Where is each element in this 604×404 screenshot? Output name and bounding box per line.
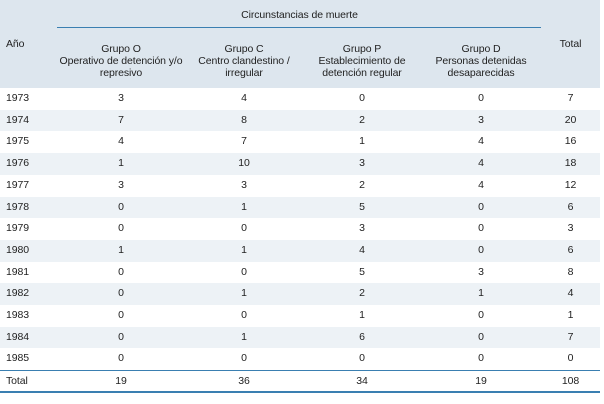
grupo-d-cell: 3 [478, 265, 484, 278]
grupo-p-cell: 0 [359, 352, 365, 365]
grupo-p-cell: 1 [359, 309, 365, 322]
table-body [0, 88, 600, 392]
col-header-grupo-o [57, 33, 185, 88]
grupo-p-cell: 2 [303, 283, 421, 305]
grupo-c-cell: 0 [241, 265, 247, 278]
year-cell: 1985 [6, 352, 29, 365]
grupo-o-cell: 0 [118, 309, 124, 322]
table-row [0, 88, 600, 110]
year-cell: 1984 [0, 327, 57, 349]
grupo-c-cell: 1 [185, 197, 303, 219]
grupo-o-cell: 1 [57, 240, 185, 262]
grupo-c-cell: 0 [241, 309, 247, 322]
row-total-cell: 18 [541, 153, 600, 175]
year-cell: 1976 [0, 153, 57, 175]
col-group-header [57, 0, 541, 33]
grupo-d-name: Grupo D [461, 42, 501, 55]
grupo-d-cell: 0 [478, 222, 484, 235]
year-cell: 1975 [6, 135, 29, 148]
year-cell: 1978 [0, 197, 57, 219]
grupo-p-cell: 3 [303, 153, 421, 175]
grupo-d-cell: 3 [421, 110, 541, 132]
grupo-p-cell: 2 [359, 178, 365, 191]
grupo-c-cell: 7 [241, 135, 247, 148]
grupo-d-desc-1: Personas detenidas [435, 54, 527, 67]
row-total-cell: 7 [567, 92, 574, 104]
grupo-o-cell: 0 [118, 352, 124, 365]
grupo-o-cell: 4 [118, 135, 124, 148]
table-row [0, 262, 600, 284]
row-total-cell: 7 [541, 327, 600, 349]
col-header-grupo-d [421, 33, 541, 88]
grupo-p-cell: 1 [359, 135, 365, 148]
grupo-c-cell: 1 [185, 327, 303, 349]
total-grupo-o: 19 [57, 371, 185, 393]
row-total-cell: 16 [564, 135, 577, 148]
col-header-total: Total [541, 0, 600, 88]
row-total-cell: 0 [567, 352, 574, 365]
grupo-p-cell: 5 [359, 265, 365, 278]
grupo-c-desc-1: Centro clandestino / [198, 54, 290, 67]
grupo-c-desc-2: irregular [225, 66, 263, 79]
grupo-d-cell: 0 [421, 197, 541, 219]
table-header [0, 0, 600, 88]
row-total-cell: 8 [567, 265, 574, 278]
grupo-p-cell: 5 [303, 197, 421, 219]
grupo-c-cell: 4 [241, 92, 247, 104]
year-cell: 1982 [0, 283, 57, 305]
year-cell: 1980 [0, 240, 57, 262]
grupo-c-name: Grupo C [224, 42, 264, 55]
table-row [0, 305, 600, 327]
table-row [0, 240, 600, 262]
total-grupo-c: 36 [185, 371, 303, 393]
grupo-o-desc-1: Operativo de detención y/o [59, 54, 183, 67]
col-header-grupo-p [303, 33, 421, 88]
table-row [0, 283, 600, 305]
row-total-cell: 6 [541, 240, 600, 262]
table-row [0, 153, 600, 175]
grupo-d-cell: 4 [478, 135, 484, 148]
grupo-p-cell: 4 [303, 240, 421, 262]
grupo-p-cell: 2 [303, 110, 421, 132]
table-row [0, 218, 600, 240]
total-overall: 108 [541, 371, 600, 393]
total-grupo-d: 19 [421, 371, 541, 393]
grupo-d-cell: 4 [478, 178, 484, 191]
total-grupo-p: 34 [303, 371, 421, 393]
table-row [0, 327, 600, 349]
row-total-cell: 1 [567, 309, 574, 322]
row-total-cell: 20 [541, 110, 600, 132]
col-header-grupo-c [185, 33, 303, 88]
grupo-o-cell: 3 [118, 178, 124, 191]
row-total-cell: 12 [564, 178, 577, 191]
grupo-c-cell: 1 [185, 240, 303, 262]
grupo-o-name: Grupo O [101, 42, 141, 55]
grupo-o-cell: 0 [57, 283, 185, 305]
totals-label: Total [0, 371, 57, 393]
row-total-cell: 6 [541, 197, 600, 219]
grupo-d-cell: 0 [421, 327, 541, 349]
table-row [0, 197, 600, 219]
totals-row [0, 371, 600, 393]
grupo-c-cell: 0 [241, 222, 247, 235]
col-group-title: Circunstancias de muerte [57, 6, 542, 28]
row-total-cell: 3 [567, 222, 574, 235]
grupo-d-cell: 0 [421, 240, 541, 262]
grupo-p-desc-1: Establecimiento de [318, 54, 406, 67]
col-header-year: Año [0, 0, 57, 88]
grupo-o-desc-2: represivo [99, 66, 143, 79]
grupo-o-cell: 1 [57, 153, 185, 175]
grupo-c-cell: 8 [185, 110, 303, 132]
year-cell: 1973 [6, 92, 29, 104]
grupo-o-cell: 0 [118, 265, 124, 278]
grupo-c-cell: 0 [241, 352, 247, 365]
grupo-d-cell: 1 [421, 283, 541, 305]
year-cell: 1981 [6, 265, 29, 278]
table-row [0, 110, 600, 132]
grupo-d-cell: 4 [421, 153, 541, 175]
grupo-c-cell: 10 [185, 153, 303, 175]
year-cell: 1977 [6, 178, 29, 191]
grupo-d-desc-2: desaparecidas [447, 66, 515, 79]
grupo-o-cell: 0 [57, 327, 185, 349]
grupo-o-cell: 0 [118, 222, 124, 235]
grupo-p-name: Grupo P [342, 42, 382, 55]
table-row [0, 348, 600, 370]
grupo-p-cell: 3 [359, 222, 365, 235]
row-total-cell: 4 [541, 283, 600, 305]
year-cell: 1979 [6, 222, 29, 235]
table-row [0, 131, 600, 153]
grupo-p-cell: 6 [303, 327, 421, 349]
grupo-c-cell: 3 [241, 178, 247, 191]
year-cell: 1974 [0, 110, 57, 132]
grupo-o-cell: 3 [118, 92, 124, 104]
grupo-c-cell: 1 [185, 283, 303, 305]
grupo-o-cell: 0 [57, 197, 185, 219]
grupo-d-cell: 0 [478, 92, 484, 104]
grupo-d-cell: 0 [478, 309, 484, 322]
table-row [0, 175, 600, 197]
grupo-p-cell: 0 [359, 92, 365, 104]
grupo-o-cell: 7 [57, 110, 185, 132]
grupo-d-cell: 0 [478, 352, 484, 365]
year-cell: 1983 [6, 309, 29, 322]
grupo-p-desc-2: detención regular [322, 66, 402, 79]
